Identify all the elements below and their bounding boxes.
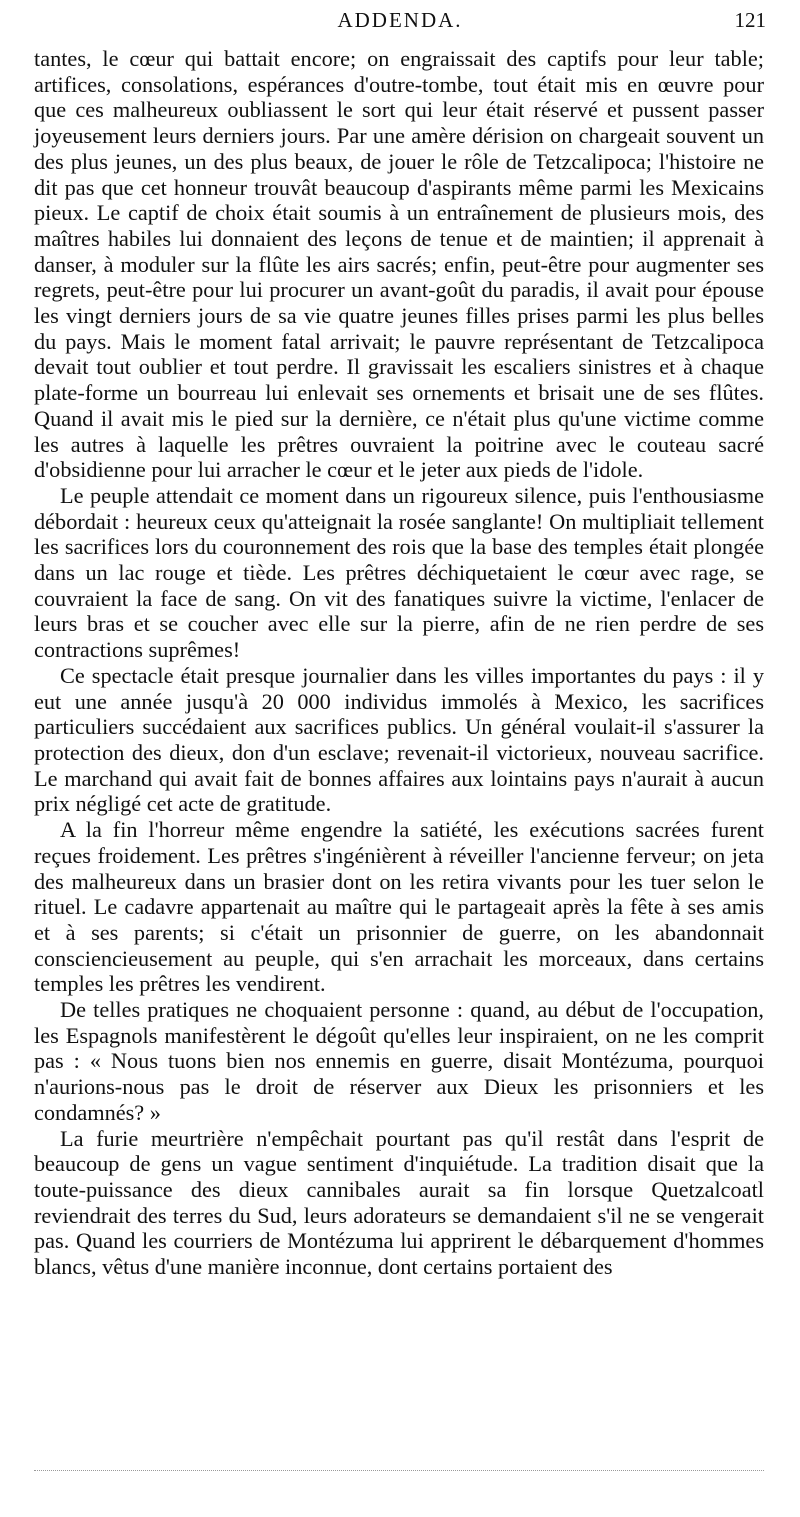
bottom-dotted-rule	[34, 1470, 764, 1471]
paragraph: A la fin l'horreur même engendre la satiété, les exécutions sacrées furent reçues froidement. Les prêtres s'ingénièrent à réveiller l'ancienne ferveur; on jeta des malheureux dans un brasier dont on les retira vivants pour les tuer selon le rituel. Le cadavre appartenait au maître qui le partageait après la fête à ses amis et à ses parents; si c'était un prisonnier de guerre, on les abandonnait consciencieusement au peuple, qui s'en arrachait les morceaux, dans certains temples les prêtres les vendirent.	[34, 817, 764, 997]
running-head	[0, 6, 800, 40]
paragraph: Le peuple attendait ce moment dans un rigoureux silence, puis l'enthousiasme débordait : heureux ceux qu'atteignait la rosée sanglante! On multipliait tellement les sacrifices lors du couronnement des rois que la base des temples était plongée dans un lac rouge et tiède. Les prêtres déchiquetaient le cœur avec rage, se couvraient la face de sang. On vit des fanatiques suivre la victime, l'enlacer de leurs bras et se coucher avec elle sur la pierre, afin de ne rien perdre de ses contractions suprêmes!	[34, 482, 764, 663]
paragraph: Ce spectacle était presque journalier dans les villes importantes du pays : il y eut une année jusqu'à 20 000 individus immolés à Mexico, les sacrifices particuliers succédaient aux sacrifices publics. Un général voulait-il s'assurer la protection des dieux, don d'un esclave; revenait-il victorieux, nouveau sacrifice. Le marchand qui avait fait de bonnes affaires aux lointains pays n'aurait à aucun prix négligé cet acte de gratitude.	[34, 662, 764, 817]
paragraph: De telles pratiques ne choquaient personne : quand, au début de l'occupation, les Espagnols manifestèrent le dégoût qu'elles leur inspiraient, on ne les comprit pas : « Nous tuons bien nos ennemis en guerre, disait Montézuma, pourquoi n'aurions-nous pas le droit de réserver aux Dieux les prisonniers et les condamnés? »	[34, 997, 764, 1125]
page-number: 121	[734, 8, 766, 32]
paragraph: La furie meurtrière n'empêchait pourtant pas qu'il restât dans l'esprit de beaucoup de gens un vague sentiment d'inquiétude. La tradition disait que la toute-puissance des dieux cannibales aurait sa fin lorsque Quetzalcoatl reviendrait des terres du Sud, leurs adorateurs se demandaient s'il ne se vengerait pas. Quand les courriers de Montézuma lui apprirent le débarquement d'hommes blancs, vêtus d'une manière inconnue, dont certains portaient des	[34, 1125, 764, 1280]
body-text	[34, 46, 764, 1280]
paragraph-continued: tantes, le cœur qui battait encore; on engraissait des captifs pour leur table; artifices, consolations, espérances d'outre-tombe, tout était mis en œuvre pour que ces malheureux oubliassent le sort qui leur était réservé et pussent passer joyeusement leurs derniers jours. Par une amère dérision on chargeait souvent un des plus jeunes, un des plus beaux, de jouer le rôle de Tetzcalipoca; l'histoire ne dit pas que cet honneur trouvât beaucoup d'aspirants même parmi les Mexicains pieux. Le captif de choix était soumis à un entraînement de plusieurs mois, des maîtres habiles lui donnaient des leçons de tenue et de maintien; il apprenait à danser, à moduler sur la flûte les airs sacrés; enfin, peut-être pour augmenter ses regrets, peut-être pour lui procurer un avant-goût du paradis, il avait pour épouse les vingt derniers jours de sa vie quatre jeunes filles prises parmi les plus belles du pays. Mais le moment fatal arrivait; le pauvre représentant de Tetzcalipoca devait tout oublier et tout perdre. Il gravissait les escaliers sinistres et à chaque plate-forme un bourreau lui enlevait ses ornements et brisait une de ses flûtes. Quand il avait mis le pied sur la dernière, ce n'était plus qu'une victime comme les autres à laquelle les prêtres ouvraient la poitrine avec le couteau sacré d'obsidienne pour lui arracher le cœur et le jeter aux pieds de l'idole.	[34, 46, 764, 483]
running-title: ADDENDA.	[337, 8, 463, 32]
